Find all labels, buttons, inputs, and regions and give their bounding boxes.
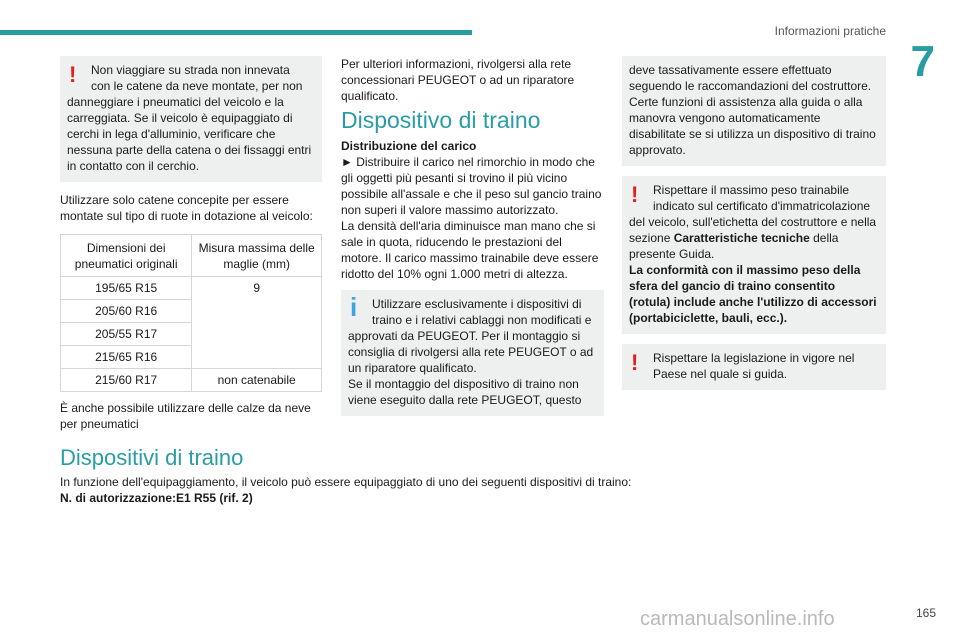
table-cell-tyre: 195/65 R15 [61,277,192,300]
page-number: 165 [915,606,936,620]
technical-data-reference: Caratteristiche tecniche [673,231,810,245]
towing-devices-title: Dispositivi di traino [60,445,244,470]
snow-socks-text: È anche possibile utilizzare delle calze da neve per pneumatici [60,401,311,431]
warning-text: del veicolo, sull'etichetta del costruttore e nella sezione [629,215,877,245]
info-box-towing [341,290,604,416]
warning-box-towable-mass [622,176,886,334]
info-line-2: traino e i relativi cablaggi non modificati e [372,313,592,327]
column-3 [622,56,886,400]
warning-text-end: della presente Guida. [629,231,839,261]
watermark: carmanualsonline.info [640,608,835,630]
towing-device-title: Dispositivo di traino [341,107,541,133]
air-density-text: La densità dell'aria diminuisce man mano che si sale in quota, riducendo le prestazioni del motore. Il carico massimo trainabile deve essere ridotto del 10% ogni 1.000 metri di altezza. [341,219,599,281]
authorization-number: N. di autorizzazione:E1 R55 (rif. 2) [60,491,253,505]
warning-line-2: indicato sul certificato d'immatricolazione [653,199,871,213]
info-box-continuation [622,56,886,166]
warning-icon: ! [631,182,639,207]
info-text-continued: Se il montaggio del dispositivo di traino non viene eseguito dalla rete PEUGEOT, questo [348,377,582,407]
dealer-info-text: Per ulteriori informazioni, rivolgersi alla rete concessionari PEUGEOT o ad un riparatore qualificato. [341,57,575,103]
warning-icon: ! [69,62,77,87]
table-cell-tyre: 205/60 R16 [61,300,192,323]
table-cell-tyre: 205/55 R17 [61,323,192,346]
chains-intro-text: Utilizzare solo catene concepite per essere montate sul tipo di ruote in dotazione al veicolo: [60,193,313,223]
table-header-chain: Misura massima delle maglie (mm) [192,235,322,277]
warning-line-1: Rispettare la legislazione in vigore nel [653,351,855,365]
warning-line-1: Rispettare il massimo peso trainabile [653,183,850,197]
continuation-text: deve tassativamente essere effettuato seguendo le raccomandazioni del costruttore. Certe funzioni di assistenza alla guida o alla manovra vengono automaticamente disabilitate se si utilizza un dispositivo di traino approvato. [629,63,876,157]
towing-devices-section [60,445,900,506]
warning-box-legislation [622,344,886,390]
column-1 [60,56,322,440]
load-distribution-heading: Distribuzione del carico [341,139,477,153]
header-accent-bar [0,30,472,35]
chapter-number: 7 [910,37,935,86]
warning-line-1: Non viaggiare su strada non innevata [91,63,290,77]
towing-devices-text: In funzione dell'equipaggiamento, il veicolo può essere equipaggiato di uno dei seguenti dispositivi di traino: [60,475,632,489]
table-cell-chain-size: 9 [192,277,322,369]
table-cell-tyre: 215/60 R17 [61,369,192,392]
towball-mass-note: La conformità con il massimo peso della sfera del gancio di traino consentito (rotula) include anche l'utilizzo di accessori (portabiciclette, bauli, ecc.). [629,263,877,325]
warning-icon: ! [631,350,639,375]
load-distribution-bullet: ► Distribuire il carico nel rimorchio in modo che gli oggetti più pesanti si trovino il più vicino possibile all'assale e che il peso sul gancio traino non superi il valore massimo autorizzato. [341,155,602,217]
warning-text: danneggiare i pneumatici del veicolo e la carreggiata. Se il veicolo è equipaggiato di cerchi in lega d'alluminio, verificare che nessuna parte della catena o dei fissaggi entri in contatto con il cerchio. [67,95,312,173]
warning-box-snow-chains [60,56,322,182]
column-2 [341,56,604,426]
chain-dimensions-table [60,234,322,392]
info-text: approvati da PEUGEOT. Per il montaggio si consiglia di rivolgersi alla rete PEUGEOT o ad un riparatore qualificato. [348,329,594,375]
table-header-tyre: Dimensioni dei pneumatici originali [61,235,192,277]
warning-line-2: con le catene da neve montate, per non [91,79,303,93]
info-line-1: Utilizzare esclusivamente i dispositivi di [372,297,582,311]
info-icon: i [350,292,358,322]
table-cell-chain-size: non catenabile [192,369,322,392]
warning-line-2: Paese nel quale si guida. [653,367,788,381]
section-title: Informazioni pratiche [774,24,886,38]
table-cell-tyre: 215/65 R16 [61,346,192,369]
